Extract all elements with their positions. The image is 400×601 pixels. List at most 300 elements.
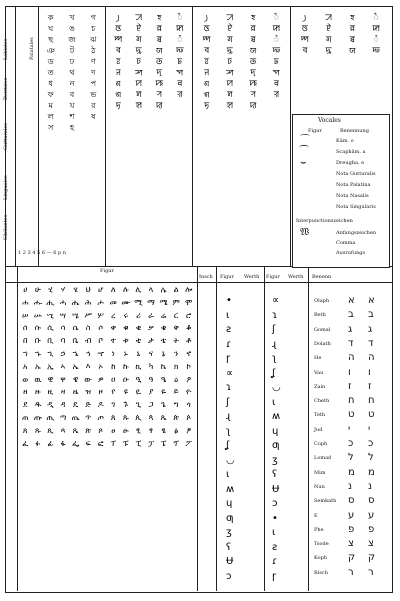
glyph-cell: ሱ xyxy=(34,323,42,333)
glyph-cell: স xyxy=(48,123,54,132)
glyph-cell: ጥ xyxy=(85,412,92,422)
glyph-cell: ያ xyxy=(148,387,154,397)
glyph-cell: ደ xyxy=(23,400,28,410)
glyph-cell: ꠂ xyxy=(177,13,183,22)
glyph-cell: ጼ xyxy=(72,425,79,435)
glyph-cell: ዶ xyxy=(97,400,104,410)
glyph-cell: ዕ xyxy=(174,374,179,384)
glyph-cell: ን xyxy=(174,348,179,358)
mark-glyph: Ʉ xyxy=(272,483,280,495)
glyph-cell: খ xyxy=(69,13,75,22)
hebrew-letter-symbol: א xyxy=(368,295,375,306)
glyph-cell: ታ xyxy=(147,336,154,346)
col-divider xyxy=(17,266,18,591)
glyph-cell: ꠈ xyxy=(301,35,309,44)
glyph-cell: ꠑ xyxy=(227,57,232,66)
glyph-cell: ኬ xyxy=(160,361,167,371)
glyph-cell: ন xyxy=(69,79,75,88)
mark-glyph: ∝ xyxy=(272,295,280,306)
glyph-cell: ነ xyxy=(111,348,115,358)
hebrew-letter-name: Jud xyxy=(314,426,323,433)
glyph-cell: ም xyxy=(172,297,180,307)
glyph-cell: ፖ xyxy=(185,438,192,448)
glyph-cell: ዚ xyxy=(47,387,54,397)
vowel-name: Dreugha. e xyxy=(336,160,365,166)
col-divider xyxy=(38,6,39,266)
glyph-cell: ধ xyxy=(48,79,53,88)
glyph-cell: ጳ xyxy=(148,412,154,422)
glyph-cell: ꠢ xyxy=(156,101,163,110)
mark-glyph: ʒ xyxy=(226,527,232,538)
hebrew-letter-symbol: פ xyxy=(348,523,355,535)
glyph-cell: ꠁ xyxy=(251,13,256,22)
hebrew-letter-symbol: ר xyxy=(368,566,374,578)
hebrew-letter-symbol: ח xyxy=(368,395,375,407)
glyph-cell: ቤ xyxy=(72,336,79,346)
glyph-cell: ꠄ xyxy=(136,24,142,33)
glyph-cell: ꠗ xyxy=(176,68,183,77)
mark-glyph: ɩ xyxy=(272,396,276,408)
glyph-cell: ፁ xyxy=(122,425,129,435)
glyph-cell: ጡ xyxy=(33,412,42,422)
glyph-cell: দ xyxy=(91,68,96,77)
mark-glyph: • xyxy=(226,295,232,306)
hebrew-letter-symbol: ו xyxy=(348,366,351,378)
hebrew-letter-symbol: ד xyxy=(348,337,354,349)
hebrew-letter-name: Koph xyxy=(314,555,328,562)
glyph-cell: ህ xyxy=(85,285,91,294)
glyph-cell: ፃ xyxy=(149,425,153,435)
mark-glyph: ɔ xyxy=(272,498,278,509)
glyph-cell: ጹ xyxy=(34,425,41,435)
glyph-cell: ꠝ xyxy=(136,90,142,99)
mark-glyph: ʆ xyxy=(226,440,230,451)
mark-glyph: ƣ xyxy=(226,512,234,524)
glyph-cell: ጾ xyxy=(98,425,103,435)
glyph-cell: ꠜ xyxy=(115,90,122,99)
glyph-cell: ዌ xyxy=(72,374,79,384)
glyph-cell: ሦ xyxy=(97,310,104,320)
glyph-cell: ፉ xyxy=(35,438,41,448)
glyph-cell: እ xyxy=(85,361,91,371)
glyph-cell: ꠈ xyxy=(202,35,211,44)
hebrew-letter-name: Vau xyxy=(314,369,324,376)
glyph-cell: ጲ xyxy=(135,412,142,422)
glyph-cell: ሉ xyxy=(122,285,129,294)
col-divider xyxy=(105,6,106,266)
glyph-cell: ዳ xyxy=(60,400,66,410)
glyph-cell: ፑ xyxy=(123,438,129,448)
glyph-cell: ꠀ xyxy=(226,13,234,22)
glyph-cell: ፀ xyxy=(111,425,116,435)
col-divider xyxy=(15,6,16,266)
glyph-cell: ሞ xyxy=(185,297,193,307)
glyph-cell: ጱ xyxy=(122,412,129,422)
interp-name: Ausrufungs xyxy=(336,250,366,256)
glyph-cell: ፕ xyxy=(173,438,179,448)
glyph-cell: ጶ xyxy=(186,412,191,422)
glyph-cell: ሬ xyxy=(160,310,167,320)
hebrew-letter-name: Phe xyxy=(314,526,324,533)
glyph-cell: ት xyxy=(173,336,179,346)
glyph-cell: চ xyxy=(91,24,96,33)
glyph-cell: ጻ xyxy=(60,425,66,435)
glyph-cell: থ xyxy=(69,68,75,77)
glyph-cell: ꠡ xyxy=(135,101,142,110)
glyph-cell: ጎ xyxy=(186,400,191,410)
glyph-cell: ꠡ xyxy=(226,101,233,110)
glyph-cell: ꠞ xyxy=(156,90,162,99)
glyph-cell: ꠌ xyxy=(115,46,121,55)
glyph-cell: ব xyxy=(69,90,75,99)
mark-glyph: ɩ xyxy=(226,469,230,480)
mark-glyph: ◡ xyxy=(226,454,235,466)
glyph-cell: ꠇ xyxy=(272,24,280,33)
glyph-cell: ሄ xyxy=(73,285,78,294)
vowel-table-title: Vocales xyxy=(318,117,341,124)
glyph-cell: ꠀ xyxy=(325,13,332,22)
glyph-cell: ዋ xyxy=(60,374,66,384)
glyph-cell: ꠝ xyxy=(227,90,233,99)
glyph-cell: ঠ xyxy=(91,46,96,55)
glyph-cell: ꠃ xyxy=(203,24,210,33)
hebrew-letter-symbol: ה xyxy=(348,352,355,364)
glyph-cell: ቶ xyxy=(186,336,192,346)
vowel-name: Nota Singularis xyxy=(336,204,376,210)
glyph-cell: ዉ xyxy=(34,374,42,384)
glyph-cell: ፔ xyxy=(160,438,167,448)
hebrew-letter-symbol: כ xyxy=(368,438,374,449)
glyph-cell: ኃ xyxy=(60,348,66,358)
hebrew-letter-name: Teth xyxy=(314,412,326,419)
glyph-cell: ፋ xyxy=(60,438,66,448)
glyph-cell: ጺ xyxy=(47,425,54,435)
mark-glyph: ɻ xyxy=(226,411,231,422)
glyph-cell: ꠎ xyxy=(250,46,257,55)
hebrew-letter-symbol: ע xyxy=(368,509,375,521)
glyph-cell: ጴ xyxy=(160,412,167,422)
glyph-cell: አ xyxy=(22,361,28,371)
glyph-cell: ዘ xyxy=(23,387,28,397)
glyph-cell: ꠓ xyxy=(274,57,279,66)
glyph-cell: ꠘ xyxy=(204,79,210,88)
hebrew-letter-name: Gomal xyxy=(314,326,331,333)
glyph-cell: ꠏ xyxy=(272,46,281,55)
glyph-cell: ꠎ xyxy=(156,46,163,55)
hebrew-letter-symbol: י xyxy=(368,423,371,435)
glyph-cell: ফ xyxy=(47,90,54,99)
col-divider xyxy=(197,266,198,591)
hebrew-letter-name: Lomad xyxy=(314,455,332,462)
glyph-cell: ꠖ xyxy=(156,68,162,77)
glyph-cell: ዝ xyxy=(85,387,91,397)
hebrew-letter-symbol: ז xyxy=(368,380,372,392)
glyph-cell: ል xyxy=(173,285,179,294)
side-label: Sibilantes xyxy=(3,214,9,240)
glyph-cell: ይ xyxy=(173,387,179,397)
glyph-cell: ሣ xyxy=(59,310,67,320)
glyph-cell: ቲ xyxy=(135,336,142,346)
ethiopic-glyph-grid xyxy=(19,284,195,450)
glyph-cell: ሲ xyxy=(47,323,54,333)
glyph-cell: ና xyxy=(148,348,154,358)
glyph-cell: ꠙ xyxy=(135,79,142,88)
glyph-cell: ꠸ xyxy=(117,13,120,22)
glyph-cell: ঙ xyxy=(69,24,75,33)
hebrew-letter-symbol: ע xyxy=(348,509,355,521)
glyph-cell: ከ xyxy=(111,361,116,371)
mark-glyph: ɩ xyxy=(272,527,276,538)
glyph-cell: ሰ xyxy=(22,323,28,333)
hebrew-letter-symbol: ח xyxy=(348,395,355,407)
mark-glyph: Ʉ xyxy=(226,556,234,567)
glyph-cell: ጸ xyxy=(22,425,28,435)
glyph-cell: ኆ xyxy=(97,348,105,358)
glyph-cell: ꠚ xyxy=(249,79,257,88)
glyph-cell: ꠋ xyxy=(177,35,183,44)
glyph-cell: ꠚ xyxy=(155,79,163,88)
mark-glyph: ʍ xyxy=(272,411,281,422)
glyph-cell: ሡ xyxy=(33,310,42,320)
glyph-cell: ꠟ xyxy=(177,90,183,99)
glyph-cell: ꠇ xyxy=(372,24,380,33)
glyph-cell: ꠃ xyxy=(115,24,122,33)
glyph-cell: ዛ xyxy=(60,387,66,397)
glyph-cell: ዞ xyxy=(98,387,103,397)
glyph-cell: ꠛ xyxy=(274,79,279,88)
glyph-cell: ኮ xyxy=(186,361,191,371)
numeral-row: 1 2 3 4 5 6 — 6 p n xyxy=(18,250,66,256)
glyph-cell: ኦ xyxy=(98,361,104,371)
glyph-cell: ኁ xyxy=(34,348,41,358)
vowel-name: Nota Palatina xyxy=(336,182,371,188)
glyph-cell: য xyxy=(69,101,75,110)
glyph-cell: ꠸ xyxy=(205,13,208,22)
hebrew-letter-name: Dolath xyxy=(314,340,331,347)
mark-glyph: ɻ xyxy=(272,338,277,350)
hebrew-letter-symbol: מ xyxy=(348,466,355,478)
glyph-cell: ፓ xyxy=(147,438,155,448)
glyph-cell: ড xyxy=(47,57,54,66)
glyph-cell: ፅ xyxy=(174,425,179,435)
glyph-cell: ቂ xyxy=(135,323,142,333)
glyph-cell: ጠ xyxy=(21,412,29,422)
glyph-cell: ሆ xyxy=(97,285,104,294)
hebrew-letter-name: Nun xyxy=(314,483,325,490)
glyph-cell: ሖ xyxy=(97,297,104,307)
glyph-cell: ጉ xyxy=(123,400,129,410)
upper-glyph-grid xyxy=(293,12,388,56)
hebrew-letter-symbol: צ xyxy=(348,538,354,550)
glyph-cell: ዊ xyxy=(47,374,54,384)
glyph-cell: ঢ xyxy=(69,57,75,66)
glyph-cell: ሓ xyxy=(59,297,67,307)
glyph-cell: ሥ xyxy=(84,310,92,320)
hebrew-letter-symbol: ל xyxy=(368,452,374,464)
glyph-cell: ꠗ xyxy=(273,68,280,77)
glyph-cell: হ xyxy=(69,123,75,132)
glyph-cell: ꠔ xyxy=(204,68,209,77)
mark-glyph: ɾ xyxy=(226,338,232,350)
side-label: Linguales xyxy=(3,175,9,200)
mark-glyph: ɔ xyxy=(226,570,232,582)
side-label: Gutturales xyxy=(3,123,9,150)
col-divider xyxy=(192,6,193,266)
glyph-cell: ፈ xyxy=(22,438,29,448)
glyph-cell: ዮ xyxy=(185,387,192,397)
glyph-cell: ঝ xyxy=(90,35,97,44)
glyph-cell: ፎ xyxy=(97,438,104,448)
glyph-cell: ꠀ xyxy=(135,13,142,22)
glyph-cell: ꠕ xyxy=(135,68,143,77)
glyph-cell: ገ xyxy=(111,400,116,410)
glyph-cell: ꠖ xyxy=(250,68,256,77)
glyph-cell: ዙ xyxy=(35,387,41,397)
glyph-cell: ራ xyxy=(148,310,154,320)
hebrew-letter-symbol: ד xyxy=(368,337,374,349)
glyph-cell: ሳ xyxy=(60,323,66,333)
glyph-cell: ሎ xyxy=(185,285,193,294)
glyph-cell: ኣ xyxy=(60,361,66,371)
glyph-cell: ፍ xyxy=(85,438,91,448)
hebrew-letter-symbol: ס xyxy=(348,495,355,507)
glyph-cell: ꠍ xyxy=(325,46,332,55)
glyph-cell: ር xyxy=(173,310,179,320)
glyph-cell: ত xyxy=(47,68,54,77)
glyph-cell: ꠍ xyxy=(226,46,233,55)
glyph-cell: ኖ xyxy=(186,348,192,358)
glyph-cell: ሕ xyxy=(84,297,92,307)
glyph-cell: ꠃ xyxy=(301,24,308,33)
glyph-cell: ኀ xyxy=(22,348,28,358)
glyph-cell: ጊ xyxy=(135,400,141,410)
glyph-cell: ዬ xyxy=(161,387,166,397)
vowel-symbol: ⁀ xyxy=(300,146,309,157)
hebrew-letter-name: Zain xyxy=(314,383,326,390)
glyph-cell: ቃ xyxy=(148,323,154,333)
glyph-cell: ኂ xyxy=(47,348,54,358)
mark-glyph: ʒ xyxy=(272,454,278,466)
glyph-cell: ꠉ xyxy=(325,35,332,44)
glyph-cell: ꠅ xyxy=(250,24,256,33)
hebrew-letter-symbol: ק xyxy=(348,552,356,564)
glyph-cell: ꠁ xyxy=(350,13,355,22)
glyph-cell: ꠅ xyxy=(349,24,355,33)
hebrew-letter-name: Cheth xyxy=(314,398,330,405)
glyph-cell: ሔ xyxy=(71,297,80,307)
glyph-cell: ꠍ xyxy=(135,46,142,55)
hebrew-letter-symbol: י xyxy=(348,423,351,435)
glyph-cell: ዜ xyxy=(72,387,79,397)
glyph-cell: ቡ xyxy=(34,336,41,346)
glyph-cell: ፐ xyxy=(110,438,117,448)
hebrew-letter-name: Mim xyxy=(314,469,326,476)
glyph-cell: ተ xyxy=(110,336,116,346)
glyph-cell: ሩ xyxy=(123,310,129,320)
glyph-cell: ꠈ xyxy=(114,35,123,44)
mark-glyph: ɿ xyxy=(226,382,232,393)
glyph-cell: ዎ xyxy=(97,374,104,384)
glyph-cell: ሴ xyxy=(72,323,79,333)
glyph-cell: ኡ xyxy=(34,361,41,371)
mark-glyph: ʅ xyxy=(272,353,277,364)
glyph-cell: ষ xyxy=(91,112,96,121)
glyph-cell: ዑ xyxy=(122,374,129,384)
figur-header-3: Figur xyxy=(266,274,280,280)
hebrew-letter-symbol: ב xyxy=(368,309,374,321)
glyph-cell: ብ xyxy=(84,336,92,346)
glyph-cell: ꠛ xyxy=(177,79,183,88)
glyph-cell: ኢ xyxy=(47,361,54,371)
glyph-cell: ጦ xyxy=(97,412,104,422)
glyph-cell: በ xyxy=(22,336,28,346)
glyph-cell: ꠏ xyxy=(176,46,184,55)
mark-glyph: ʕ xyxy=(226,541,232,553)
glyph-cell: ለ xyxy=(110,285,116,294)
glyph-cell: ሮ xyxy=(186,310,192,320)
hebrew-letter-symbol: ר xyxy=(348,566,354,578)
vowel-symbol: ⌒ xyxy=(300,135,310,146)
glyph-cell: ጋ xyxy=(148,400,154,410)
glyph-cell: ወ xyxy=(22,374,29,384)
glyph-cell: ꠉ xyxy=(227,35,233,44)
glyph-cell: ঘ xyxy=(48,24,54,33)
glyph-cell: ቴ xyxy=(160,336,167,346)
glyph-cell: ꠜ xyxy=(203,90,210,99)
glyph-cell: ꠠ xyxy=(115,101,121,110)
mark-glyph: ʃ xyxy=(272,324,276,335)
glyph-cell: የ xyxy=(111,387,116,397)
glyph-cell: ভ xyxy=(90,90,97,99)
glyph-cell: ዐ xyxy=(111,374,116,384)
side-label: Labiales xyxy=(3,38,9,60)
hebrew-letter-symbol: ס xyxy=(368,495,375,507)
glyph-cell: ኪ xyxy=(135,361,142,371)
hebrew-letter-symbol: ה xyxy=(368,352,375,364)
glyph-cell: ዱ xyxy=(34,400,42,410)
side-label: Palatales xyxy=(29,37,35,60)
glyph-cell: গ xyxy=(90,13,96,22)
hebrew-letter-symbol: א xyxy=(348,295,355,306)
hebrew-letter-symbol: ל xyxy=(348,452,354,464)
glyph-cell: ꠄ xyxy=(326,24,331,33)
mark-glyph: ƨ xyxy=(272,541,278,553)
glyph-cell: ቢ xyxy=(47,336,54,346)
mark-glyph: ʍ xyxy=(226,483,235,495)
upper-glyph-grid xyxy=(195,12,288,111)
hebrew-letter-name: Olaph xyxy=(314,298,330,304)
hebrew-letter-name: He xyxy=(314,355,322,362)
glyph-cell: ꠎ xyxy=(349,46,356,55)
glyph-cell: ꠄ xyxy=(227,24,233,33)
glyph-cell: ሁ xyxy=(34,285,41,294)
hebrew-letter-symbol: ט xyxy=(348,409,355,421)
glyph-cell: ሌ xyxy=(160,285,167,294)
glyph-cell: ቀ xyxy=(110,323,116,333)
hebrew-letter-name: Beth xyxy=(314,312,326,319)
glyph-cell: ቁ xyxy=(123,323,129,333)
glyph-cell: ল xyxy=(47,112,54,121)
glyph-cell: জ xyxy=(68,35,76,44)
glyph-cell: প xyxy=(90,79,97,88)
glyph-cell: ሃ xyxy=(60,285,66,294)
glyph-cell: ኑ xyxy=(123,348,128,358)
glyph-cell: ሑ xyxy=(33,297,42,307)
mark-glyph: ʆ xyxy=(272,367,276,379)
vowel-symbol: ⌣ xyxy=(300,157,307,168)
glyph-cell: ꠁ xyxy=(157,13,162,22)
vowel-name: Nota Nasalis xyxy=(336,193,369,199)
